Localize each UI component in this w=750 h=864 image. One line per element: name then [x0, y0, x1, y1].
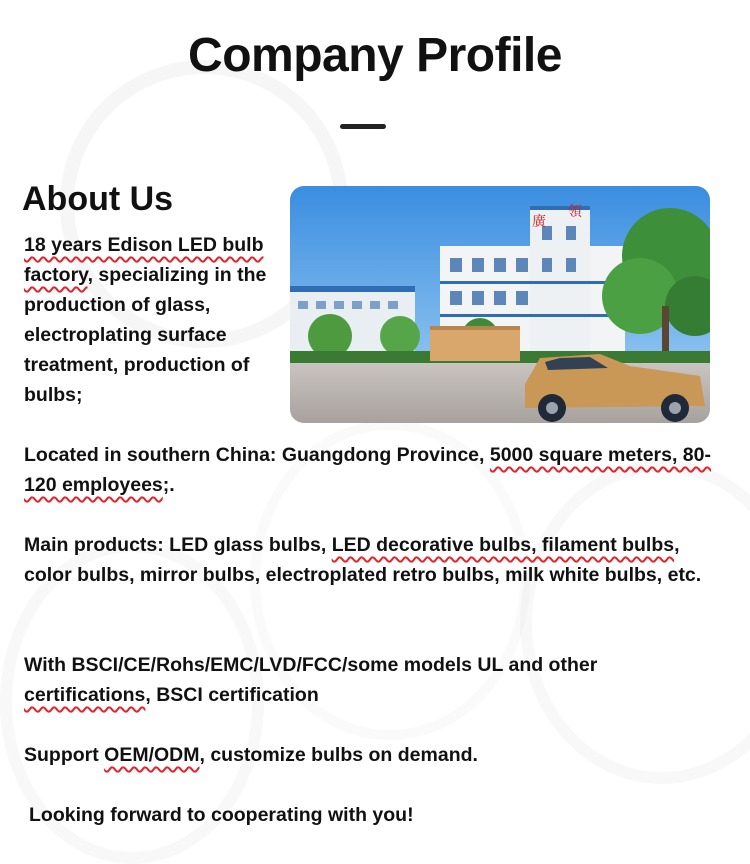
products-paragraph [24, 530, 724, 590]
closing-line: Looking forward to cooperating with you! [29, 804, 414, 826]
intro-rest: , specializing in the production of glass, electroplating surface treatment, production of bulbs; [24, 264, 267, 406]
location-text-end: ;. [162, 474, 175, 496]
location-paragraph [24, 440, 724, 500]
certifications-paragraph [24, 650, 724, 710]
highlight-size-employees: 5000 square meters, 80-120 employees [24, 444, 711, 496]
intro-paragraph [24, 230, 294, 410]
products-text-end: , color bulbs, mirror bulbs, electroplated retro bulbs, milk white bulbs, etc. [24, 534, 702, 586]
sign-char: 領 [568, 204, 582, 220]
oem-text-end: , customize bulbs on demand. [199, 744, 478, 766]
highlight-certifications: certifications [24, 684, 146, 706]
certifications-text-end: , BSCI certification [145, 684, 319, 706]
highlight-factory: factory [24, 264, 88, 286]
location-text: Located in southern China: Guangdong Province, [24, 444, 490, 466]
sign-char: 廣 [532, 214, 546, 230]
oem-paragraph [24, 740, 724, 770]
highlight-years: 18 years Edison LED bulb [24, 234, 264, 256]
page-title: Company Profile [188, 29, 562, 82]
oem-text: Support [24, 744, 105, 766]
products-text: Main products: LED glass bulbs, [24, 534, 332, 556]
certifications-text: With BSCI/CE/Rohs/EMC/LVD/FCC/some models UL and other [24, 654, 598, 676]
background-bulb-decoration [520, 460, 750, 784]
highlight-oem-odm: OEM/ODM [104, 744, 200, 766]
title-divider [340, 124, 386, 129]
highlight-products: LED decorative bulbs, filament bulbs [331, 534, 675, 556]
factory-photo [290, 186, 710, 423]
about-us-heading: About Us [22, 180, 174, 218]
